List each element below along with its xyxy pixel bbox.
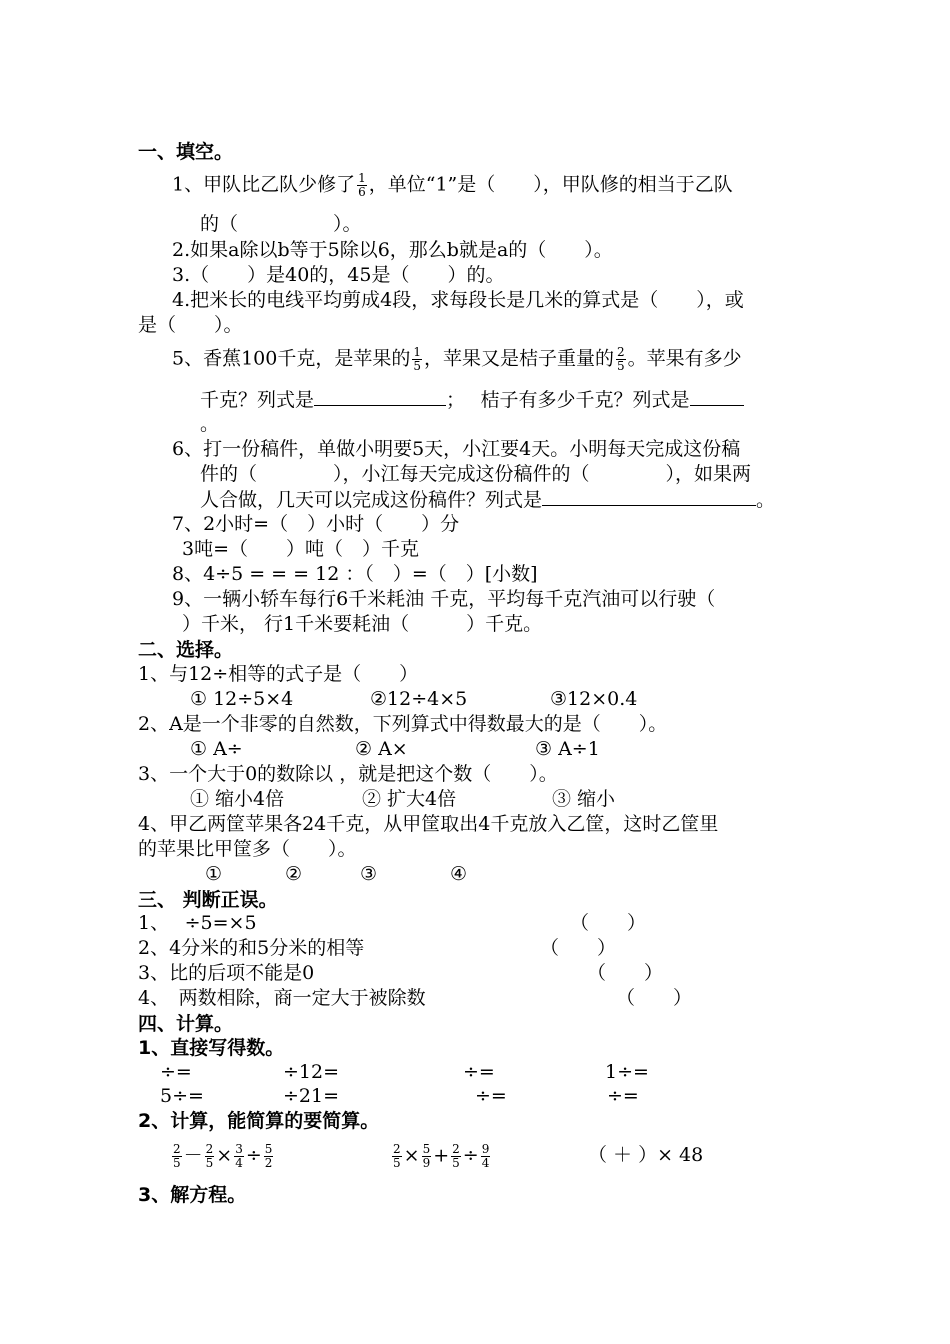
judge-answer[interactable]: （ ） [616,987,693,1009]
question-2-4: 4、甲乙两筐苹果各24千克，从甲筐取出4千克放入乙筐，这时乙筐里 [138,813,719,835]
question-1-5 [172,346,742,373]
operator: + [433,1144,450,1167]
option[interactable]: ① A÷ [190,738,243,760]
judge-answer[interactable]: （ ） [540,937,617,959]
operator: ÷ [245,1144,262,1167]
question-text: 。 [756,489,776,511]
question-text: ，苹果又是桔子重量的 [424,347,615,370]
question-1-7-cont: 3吨=（ ）吨（ ）千克 [182,538,420,560]
question-text: 千克？列式是 [200,389,315,411]
option[interactable]: ① [205,863,223,885]
fraction: $\frac{2}{5}$ [173,1142,181,1170]
judge-item: 4、 两数相除，商一定大于被除数 [138,987,426,1009]
option[interactable]: ② A× [355,738,408,760]
operator: × [403,1144,420,1167]
calc-item: ÷= [463,1061,495,1083]
question-1-5-cont [200,387,744,412]
question-1-4: 4.把米长的电线平均剪成4段，求每段长是几米的算式是（ ），或 [172,289,744,311]
option[interactable]: ② 扩大4倍 [362,788,457,810]
calc-item: 1÷= [605,1061,649,1083]
option[interactable]: ② [285,863,303,885]
question-2-3: 3、一个大于0的数除以 ，就是把这个数（ ）。 [138,763,558,785]
calc-item: ÷= [160,1061,192,1083]
question-1-4-cont: 是（ ）。 [138,314,243,336]
fraction: $\frac{2}{5}$ [205,1142,214,1170]
option[interactable]: ③ A÷1 [535,738,600,760]
judge-answer[interactable]: （ ） [587,962,664,984]
question-1-5-end: 。 [200,413,220,435]
question-2-1: 1、与12÷相等的式子是（ ） [138,663,419,685]
question-text: 。苹果有多少 [627,347,742,370]
subsection-title: 2、计算，能简算的要简算。 [138,1110,380,1132]
section-4-title: 四、计算。 [138,1013,234,1035]
question-text: 人合做，几天可以完成这份稿件？列式是 [200,489,543,511]
question-1-9: 9、一辆小轿车每行6千米耗油 千克，平均每千克汽油可以行驶（ [172,588,716,610]
question-1-8: 8、4÷5 = = = 12 ：（ ）=（ ）[小数] [172,563,538,585]
expression-3: （ ＋ ）× 48 [588,1144,704,1166]
subsection-title: 1、直接写得数。 [138,1037,285,1059]
question-1-7: 7、2小时=（ ）小时（ ）分 [172,513,460,535]
question-text: ； 桔子有多少千克？列式是 [446,389,690,411]
fraction: $\frac{1}{6}$ [358,171,366,199]
section-1-title: 一、填空。 [138,141,234,163]
option[interactable]: ③12×0.4 [550,688,638,710]
answer-blank[interactable] [314,387,446,406]
option[interactable]: ③ [360,863,378,885]
expression-1 [170,1143,275,1170]
judge-item: 1、 ÷5=×5 [138,912,257,934]
question-2-4-cont: 的苹果比甲筐多（ ）。 [138,838,357,860]
question-text: ，单位“1”是（ ），甲队修的相当于乙队 [368,173,733,196]
section-2-title: 二、选择。 [138,639,234,661]
question-2-2: 2、A是一个非零的自然数，下列算式中得数最大的是（ ）。 [138,713,668,735]
judge-item: 2、4分米的和5分米的相等 [138,937,365,959]
answer-blank[interactable] [542,487,756,506]
fraction: $\frac{2}{5}$ [617,345,625,373]
answer-blank[interactable] [690,387,744,406]
question-text: 1、甲队比乙队少修了 [172,173,356,196]
option[interactable]: ②12÷4×5 [370,688,468,710]
option[interactable]: ③ 缩小 [552,788,616,810]
question-1-6-cont2 [200,487,775,512]
fraction: $\frac{2}{5}$ [452,1142,460,1170]
fraction: $\frac{2}{5}$ [393,1142,401,1170]
section-3-title: 三、 判断正误。 [138,889,278,911]
subsection-title: 3、解方程。 [138,1184,247,1206]
fraction: $\frac{5}{2}$ [264,1142,273,1170]
question-1-1-cont: 的（ ）。 [200,213,362,235]
question-1-6: 6、打一份稿件，单做小明要5天，小江要4天。小明每天完成这份稿 [172,438,741,460]
option[interactable]: ① 12÷5×4 [190,688,294,710]
operator: × [216,1144,233,1167]
question-1-9-cont: ）千米， 行1千米要耗油（ ）千克。 [182,613,543,635]
fraction: $\frac{3}{4}$ [235,1142,243,1170]
judge-item: 3、比的后项不能是0 [138,962,315,984]
calc-item: ÷= [607,1085,639,1107]
calc-item: 5÷= [160,1085,204,1107]
fraction: $\frac{1}{5}$ [413,345,421,373]
calc-item: ÷= [475,1085,507,1107]
calc-item: ÷21= [283,1085,340,1107]
question-1-1 [172,172,733,199]
calc-item: ÷12= [283,1061,340,1083]
expression-2 [390,1143,492,1170]
question-1-6-cont: 件的（ ），小江每天完成这份稿件的（ ），如果两 [200,463,752,485]
question-1-2: 2.如果a除以b等于5除以6，那么b就是a的（ ）。 [172,239,613,261]
judge-answer[interactable]: （ ） [570,912,647,934]
operator: － [183,1144,203,1167]
option[interactable]: ① 缩小4倍 [190,788,285,810]
operator: ÷ [462,1144,479,1167]
question-text: 5、香蕉100千克，是苹果的 [172,347,411,370]
fraction: $\frac{9}{4}$ [481,1142,490,1170]
fraction: $\frac{5}{9}$ [422,1142,431,1170]
question-1-3: 3.（ ）是40的，45是（ ）的。 [172,264,505,286]
option[interactable]: ④ [450,863,468,885]
